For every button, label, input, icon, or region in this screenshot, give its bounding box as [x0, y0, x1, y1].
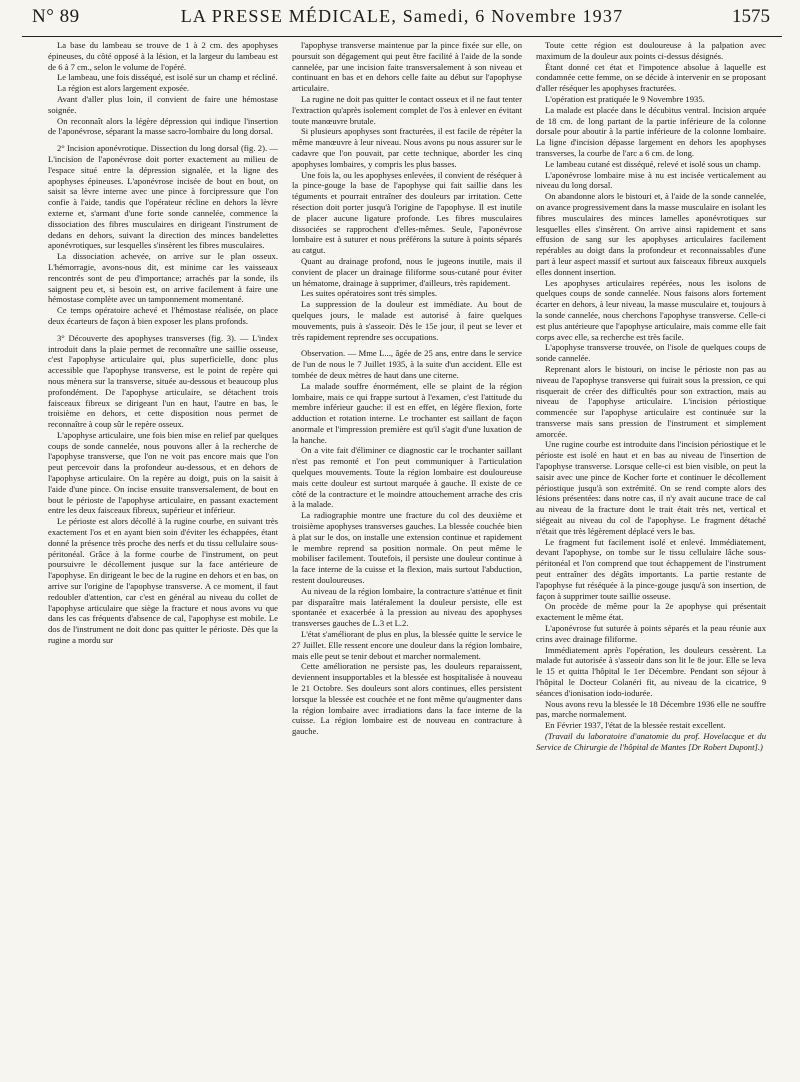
paragraph: Le lambeau, une fois disséqué, est isolé sur un champ et récliné. — [57, 72, 278, 83]
paragraph: La radiographie montre une fracture du col des deuxième et troisième apophyses transverses gauches. La blessée couchée bien à plat sur le dos, on installe une extension continue et rapidement le membre reprend sa position normale. On peut même le mobiliser facilement. Toutefois, il persiste une douleur continue à la face interne de la cuisse et la flexion, mais surtout l'abduction, restent douloureuses. — [292, 510, 522, 586]
issue-number: N° 89 — [32, 6, 80, 27]
paragraph: Une fois la, ou les apophyses enlevées, il convient de réséquer à la pince-gouge la base de l'apophyse qui fait saillie dans les téguments et pourrait entraîner des douleurs par irritation. Cette résection doit porter jusqu'à l'origine de l'apophyse. Il est inutile de placer aucune ligature profonde. Les fibres musculaires dissociées se rapprochent d'elles-mêmes. Seule, l'aponévrose lombaire est à suturer et nous préférons la suture à points séparés au catgut. — [292, 169, 522, 256]
paragraph: Observation. — Mme L..., âgée de 25 ans, entre dans le service de l'un de nous le 7 Juillet 1935, à la suite d'un accident. Elle est tombée de deux mètres de haut dans une citerne. — [292, 348, 522, 380]
paragraph: En Février 1937, l'état de la blessée restait excellent. — [545, 720, 726, 731]
paragraph: On reconnaît alors la légère dépression qui indique l'insertion de l'aponévrose, séparant la masse sacro-lombaire du long dorsal. — [48, 115, 278, 137]
paragraph: Quant au drainage profond, nous le jugeons inutile, mais il convient de placer un drainage filiforme sous-cutané pour éviter un hématome, drainage à supprimer, d'ailleurs, très rapidement. — [292, 255, 522, 288]
paragraph: l'apophyse transverse maintenue par la pince fixée sur elle, on poursuit son dégagement qui peut être facilité à l'aide de la sonde cannelée, par une incision faite transversalement à son niveau et continuant en bas et en dehors celle faite au début sur l'apophyse articulaire. — [292, 40, 522, 94]
column-2 — [292, 40, 522, 1070]
paragraph: La rugine ne doit pas quitter le contact osseux et il ne faut tenter l'extraction qu'après isolement complet de l'os à enlever en évitant toute manœuvre brutale. — [292, 93, 522, 126]
paragraph: Étant donné cet état et l'impotence absolue à laquelle est condamnée cette femme, on se décide à intervenir en se proposant d'aller réséquer les apophyses fracturées. — [536, 61, 766, 94]
paragraph: Le fragment fut facilement isolé et enlevé. Immédiatement, devant l'apophyse, on tombe sur le tissu cellulaire lâche sous-péritonéal et l'on comprend que tout échappement de l'instrument peut entraîner des dégâts importants. La partie restante de l'apophyse fut réséquée à la pince-gouge jusqu'à son insertion, de façon à supprimer toute saillie osseuse. — [536, 536, 766, 601]
paragraph: Le périoste est alors décollé à la rugine courbe, en suivant très exactement l'os et en ayant bien soin d'éviter les échappées, étant donné la présence très proche des nerfs et du tissu cellulaire sous-péritonéal. Grâce à la forme courbe de l'instrument, on peut poursuivre le décollement jusque sur la face antérieure de l'apophyse. En dirigeant le bec de la rugine en dehors et en bas, on arrive sur l'origine de l'apophyse transverse. A ce moment, il faut redoubler d'attention, car c'est en général au niveau du collet de l'apophyse articulaire que siège la fracture et nous avons vu que dans les cas fréquents d'absence de cal, l'apophyse est mobile. Le dos de l'instrument ne doit donc pas quitter le périoste. Dès que la rugine a mordu sur — [48, 516, 278, 646]
paragraph: Si plusieurs apophyses sont fracturées, il est facile de répéter la même manœuvre à leur niveau. Nous avons pu nous assurer sur le cadavre que l'on pouvait, par cette technique, aborder les cinq apophyses lombaires, y compris les plus basses. — [292, 126, 522, 169]
paragraph: On abandonne alors le bistouri et, à l'aide de la sonde cannelée, on avance progressivement dans la masse musculaire en isolant les fibres musculaires des minces lamelles aponévrotiques sur lesquelles elles s'insèrent. On arrive ainsi rapidement et sans effusion de sang sur les apophyses articulaires facilement repérables au doigt dans la profondeur et reconnaissables d'une part à leur aspect massif et surtout aux faisceaux fibreux auxquels elles donnent insertion. — [536, 191, 766, 277]
paragraph: Le lambeau cutané est disséqué, relevé et isolé sous un champ. — [545, 158, 761, 169]
paragraph: 3° Découverte des apophyses transverses (fig. 3). — L'index introduit dans la plaie permet de reconnaître une saillie osseuse, c'est l'apophyse articulaire qui, plus superficielle, donc plus accessible que l'apophyse transverse, est le point de repère qui nous mènera sur la transverse, située au-dessous et beaucoup plus profondément. De l'apophyse articulaire, se détachent trois faisceaux fibreux se dirigeant l'un en haut, l'autre en bas, le troisième en dehors, et cette disposition nous permet de reconnaître à coup sûr le repère osseux. — [48, 332, 278, 430]
paragraph: On procède de même pour la 2e apophyse qui présentait exactement le même état. — [536, 601, 766, 623]
paragraph: Les apophyses articulaires repérées, nous les isolons de quelques coups de sonde cannelée. Nous faisons alors fortement écarter en dehors, à leur niveau, la masse musculaire et, toujours à la sonde cannelée, nous cherchons l'apophyse transverse. Celle-ci est plus antérieure que l'apophyse articulaire, mais comme elle fait corps avec elle, sa recherche est très facile. — [536, 277, 766, 342]
paragraph: L'aponévrose lombaire mise à nu est incisée verticalement au niveau du long dorsal. — [536, 169, 766, 191]
journal-title: LA PRESSE MÉDICALE, Samedi, 6 Novembre 1937 — [180, 6, 624, 26]
paragraph: On a vite fait d'éliminer ce diagnostic car le trochanter saillant n'est pas remonté et l'on peut communiquer à l'articulation quelques mouvements. Toute la région lombaire est douloureuse mais cette douleur est surtout marquée à gauche. Il existe de ce côté de la contracture et le moindre attouchement arrache des cris à la malade. — [292, 445, 522, 510]
paragraph: 2° Incision aponévrotique. Dissection du long dorsal (fig. 2). — L'incision de l'aponévrose doit porter exactement au milieu de l'espace situé entre la dépression signalée, et la ligne des apophyses épineuses. L'aponévrose incisée de bout en bout, on saisit sa lèvre interne avec une pince à forcipressure que l'on confie à l'aide, tandis que l'opérateur récline en dehors la lèvre externe et, s'armant d'une forte sonde cannelée, commence la dissociation des fibres musculaires en dirigeant l'instrument de dedans en dehors, suivant la direction des minces bandelettes aponévrotiques, sur lesquelles s'insèrent les fibres musculaires. — [48, 143, 278, 251]
article-columns — [48, 40, 766, 1070]
paragraph: La région est alors largement exposée. — [57, 83, 190, 94]
paragraph: La base du lambeau se trouve de 1 à 2 cm. des apophyses épineuses, du côté opposé à la lésion, et la largeur du lambeau est de 6 à 7 cm., selon le volume de l'opéré. — [48, 40, 278, 72]
paragraph: La suppression de la douleur est immédiate. Au bout de quelques jours, le malade est autorisé à faire quelques mouvements, puis à s'asseoir. Dès le 15e jour, il peut se lever et très rapidement reprendre ses occupations. — [292, 299, 522, 342]
paragraph: L'aponévrose fut suturée à points séparés et la peau réunie aux crins avec drainage filiforme. — [536, 623, 766, 644]
paragraph: Une rugine courbe est introduite dans l'incision périostique et le périoste est isolé en haut et en bas au niveau de l'insertion de l'apophyse transverse. Lorsque celle-ci est bien visible, on peut la saisir avec une pince de Kocher forte et continuer le décollement périostique jusqu'à son extrémité. On se rend compte alors des lésions présentées: dans notre cas, il n'y avait aucune trace de cal au niveau de la fracture dont le trait était très net, vertical et siégeait au niveau du col de l'apophyse. Le fragment détaché n'était que très légèrement déplacé vers le bas. — [536, 439, 766, 536]
paragraph: Nous avons revu la blessée le 18 Décembre 1936 elle ne souffre pas, marche normalement. — [536, 698, 766, 720]
paragraph: Toute cette région est douloureuse à la palpation avec maximum de la douleur aux points ci-dessus désignés. — [536, 40, 766, 61]
paragraph: L'apophyse transverse trouvée, on l'isole de quelques coups de sonde cannelée. — [536, 342, 766, 364]
paragraph: Avant d'aller plus loin, il convient de faire une hémostase soignée. — [48, 93, 278, 115]
paragraph: Les suites opératoires sont très simples. — [301, 288, 438, 299]
paragraph: La malade souffre énormément, elle se plaint de la région lombaire, mais ce qui frappe surtout à l'examen, c'est l'attitude du membre inférieur gauche: il est en effet, en légère flexion, forte adduction et rotation interne. Le trochanter est saillant de façon anormale et l'impression première est qu'il s'agit d'une luxation de la hanche. — [292, 380, 522, 445]
paragraph: La dissociation achevée, on arrive sur le plan osseux. L'hémorragie, avons-nous dit, est minime car les vaisseaux rencontrés sont de peu d'importance; arrachés par la sonde, ils saignent peu et, si besoin est, on arrive facilement à faire une hémostase complète avec un tamponnement momentané. — [48, 251, 278, 305]
column-3-body — [536, 40, 766, 731]
paragraph: L'apophyse articulaire, une fois bien mise en relief par quelques coups de sonde cannelée, nous pouvons aller à la recherche de l'apophyse transverse, que l'on ne voit pas encore mais que l'on peut percevoir dans la profondeur au-dessous, et en dehors de l'apophyse articulaire. On la repère au doigt, puis on la saisit à l'aide d'une pince. On incise ensuite transversalement, de bout en bout le périoste de l'apophyse articulaire, en passant exactement entre les deux faisceaux fibreux, supérieur et inférieur. — [48, 429, 278, 516]
page-number: 1575 — [732, 6, 770, 27]
column-3 — [536, 40, 766, 1070]
paragraph: L'opération est pratiquée le 9 Novembre 1935. — [545, 93, 705, 104]
paragraph: Cette amélioration ne persiste pas, les douleurs reparaissent, deviennent insupportables et la blessée est hospitalisée à nouveau le 21 Octobre. Ses douleurs sont alors continues, elles persistent lorsque la blessée est couchée et ne font même qu'augmenter dans la région lombaire avec irradiations dans la face interne de la cuisse. La région lombaire est de nouveau en contracture à gauche. — [292, 661, 522, 737]
paragraph: Reprenant alors le bistouri, on incise le périoste non pas au niveau de l'apophyse transverse qui fuirait sous la pression, ce qui risquerait de créer des difficultés pour son extraction, mais au niveau de l'apophyse articulaire. L'incision périostique commencée sur l'apophyse articulaire est continuée sur la transverse mais sans pression de l'instrument et simplement amorcée. — [536, 363, 766, 439]
page-header — [22, 0, 782, 37]
paragraph: Immédiatement après l'opération, les douleurs cessèrent. La malade fut autorisée à s'asseoir dans son lit le 8e jour. Elle se leva le 15 et quitta l'hôpital le 1er Décembre. Pendant son séjour à l'hôpital le Docteur Colanéri fit, au niveau de la cicatrice, 9 séances d'ionisation iodo-iodurée. — [536, 644, 766, 698]
paragraph: Au niveau de la région lombaire, la contracture s'atténue et finit par disparaître mais latéralement la douleur persiste, elle est spontanée et exacerbée à la pression au niveau des apophyses transverses gauches de L.3 et L.2. — [292, 585, 522, 629]
column-1 — [48, 40, 278, 1070]
article-credit: (Travail du laboratoire d'anatomie du prof. Hovelacque et du Service de Chirurgie de l'hôpital de Mantes [Dr Robert Dupont].) — [536, 731, 766, 752]
paragraph: L'état s'améliorant de plus en plus, la blessée quitte le service le 27 Juillet. Elle ressent encore une douleur dans la région lombaire, mais elle peut se tenir debout et marcher normalement. — [292, 629, 522, 661]
paragraph: Ce temps opératoire achevé et l'hémostase réalisée, on place deux écarteurs de façon à bien exposer les plans profonds. — [48, 305, 278, 326]
paragraph: La malade est placée dans le décubitus ventral. Incision arquée de 18 cm. de long partant de la partie inférieure de la colonne dorsale pour aboutir à la partie inférieure de la colonne lombaire. La ligne d'incision dépasse largement en dehors les apophyses transverses, la courbe de l'arc a 6 cm. de long. — [536, 104, 766, 158]
